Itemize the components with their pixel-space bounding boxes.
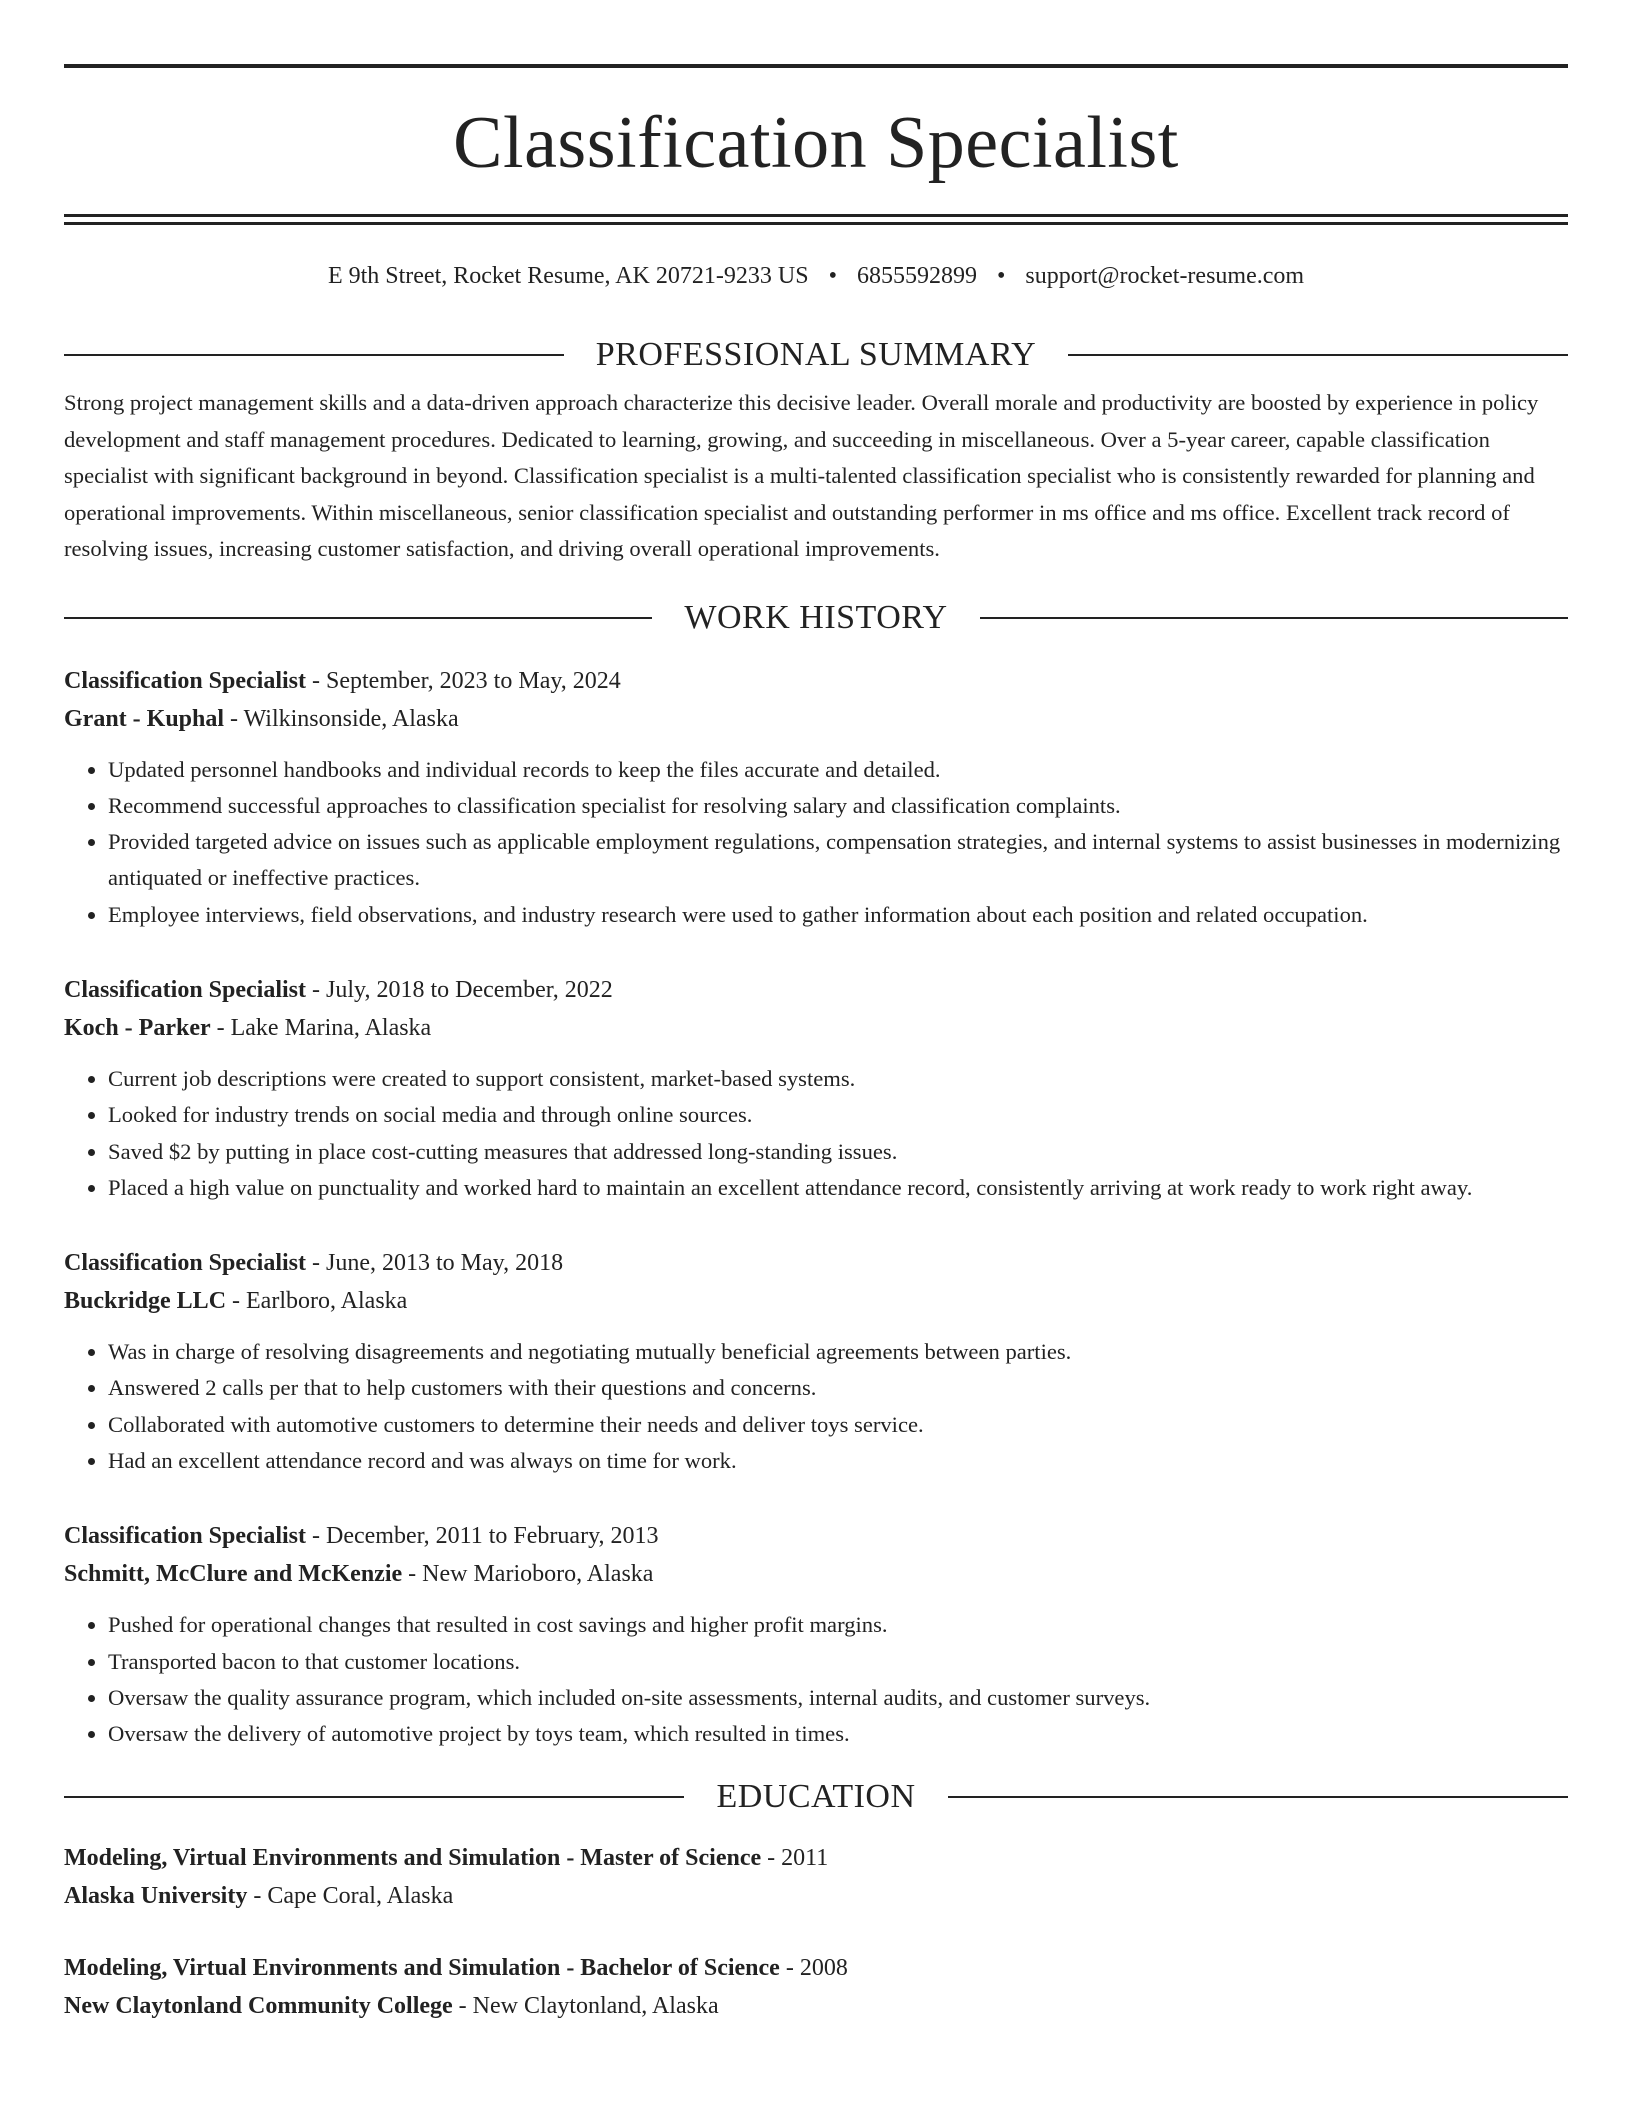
job-bullet: • Answered 2 calls per that to help customers with their questions and concerns. (108, 1370, 1568, 1406)
job-location: - Wilkinsonside, Alaska (224, 705, 459, 732)
job-bullets (64, 752, 1568, 933)
summary-section-heading (64, 335, 1568, 375)
degree-year: - 2011 (761, 1844, 829, 1871)
job-bullet: • Oversaw the delivery of automotive project by toys team, which resulted in times. (108, 1716, 1568, 1752)
job-bullet: • Updated personnel handbooks and individual records to keep the files accurate and detailed. (108, 752, 1568, 788)
top-rule (64, 64, 1568, 68)
job-company: Grant - Kuphal (64, 705, 225, 732)
job-bullet: • Collaborated with automotive customers to determine their needs and deliver toys service. (108, 1407, 1568, 1443)
job-location: - Lake Marina, Alaska (210, 1014, 432, 1041)
contact-address: E 9th Street, Rocket Resume, AK 20721-9233 US (327, 263, 809, 289)
job-entry (64, 971, 1568, 1206)
school-name: New Claytonland Community College (64, 1992, 453, 2019)
job-bullet: • Saved $2 by putting in place cost-cutting measures that addressed long-standing issues. (108, 1134, 1568, 1170)
job-bullet: • Provided targeted advice on issues such as applicable employment regulations, compensation strategies, and internal systems to assist businesses in modernizing antiquated or ineffective practices. (108, 824, 1568, 897)
section-rule-right (948, 1796, 1568, 1798)
job-bullet: • Oversaw the quality assurance program, which included on-site assessments, internal audits, and customer surveys. (108, 1680, 1568, 1716)
job-bullet: • Employee interviews, field observations, and industry research were used to gather information about each position and related occupation. (108, 897, 1568, 933)
job-location: - Earlboro, Alaska (226, 1288, 408, 1315)
contact-line (64, 261, 1568, 291)
job-role: Classification Specialist (64, 1523, 307, 1550)
job-entry (64, 1517, 1568, 1752)
job-title-line (64, 1517, 1568, 1555)
job-entry (64, 662, 1568, 933)
job-bullets (64, 1334, 1568, 1479)
section-rule-left (64, 354, 564, 356)
job-bullets (64, 1607, 1568, 1752)
job-company: Buckridge LLC (64, 1288, 227, 1315)
degree-name: Modeling, Virtual Environments and Simulation - Master of Science (64, 1844, 762, 1871)
job-bullet: • Recommend successful approaches to classification specialist for resolving salary and classification complaints. (108, 788, 1568, 824)
school-line (64, 1877, 1568, 1915)
section-rule-left (64, 617, 652, 619)
job-dates: - July, 2018 to December, 2022 (306, 976, 613, 1003)
job-bullets (64, 1061, 1568, 1206)
school-line (64, 1987, 1568, 2025)
job-title-line (64, 1244, 1568, 1282)
job-dates: - September, 2023 to May, 2024 (306, 667, 621, 694)
education-entry (64, 1949, 1568, 2025)
job-role: Classification Specialist (64, 1250, 307, 1277)
degree-line (64, 1949, 1568, 1987)
job-company: Koch - Parker (64, 1014, 211, 1041)
job-title-line (64, 662, 1568, 700)
job-bullet: • Transported bacon to that customer locations. (108, 1644, 1568, 1680)
job-dates: - June, 2013 to May, 2018 (306, 1250, 564, 1277)
degree-line (64, 1839, 1568, 1877)
resume-page (64, 64, 1568, 2025)
section-rule-left (64, 1796, 684, 1798)
job-role: Classification Specialist (64, 667, 307, 694)
contact-email: support@rocket-resume.com (1025, 263, 1305, 289)
job-company-line (64, 700, 1568, 738)
section-rule-right (1068, 354, 1568, 356)
job-bullet: • Was in charge of resolving disagreements and negotiating mutually beneficial agreements between parties. (108, 1334, 1568, 1370)
school-name: Alaska University (64, 1882, 248, 1909)
education-title: EDUCATION (716, 1777, 916, 1815)
job-company-line (64, 1009, 1568, 1047)
degree-name: Modeling, Virtual Environments and Simulation - Bachelor of Science (64, 1954, 780, 1981)
job-bullet: • Looked for industry trends on social media and through online sources. (108, 1097, 1568, 1133)
section-rule-right (980, 617, 1568, 619)
contact-separator: • (828, 263, 837, 289)
candidate-name: Classification Specialist (453, 102, 1179, 184)
job-bullet: • Pushed for operational changes that resulted in cost savings and higher profit margins. (108, 1607, 1568, 1643)
header-double-rule (64, 214, 1568, 225)
contact-separator: • (996, 263, 1006, 289)
summary-title: PROFESSIONAL SUMMARY (595, 336, 1037, 373)
summary-text: Strong project management skills and a data-driven approach characterize this decisive leader. Overall morale and productivity are boosted by experience in policy development and staff management procedures. Dedicated to learning, growing, and succeeding in miscellaneous. Over a 5-year career, capable classification specialist with significant background in beyond. Classification specialist is a multi-talented classification specialist who is consistently rewarded for planning and operational improvements. Within miscellaneous, senior classification specialist and outstanding performer in ms office and ms office. Excellent track record of resolving issues, increasing customer satisfaction, and driving overall operational improvements. (64, 390, 1539, 561)
job-bullet: • Placed a high value on punctuality and worked hard to maintain an excellent attendance record, consistently arriving at work ready to work right away. (108, 1170, 1568, 1206)
job-location: - New Marioboro, Alaska (402, 1561, 654, 1588)
job-bullet: • Current job descriptions were created to support consistent, market-based systems. (108, 1061, 1568, 1097)
degree-year: - 2008 (779, 1954, 848, 1981)
education-entry (64, 1839, 1568, 1915)
school-location: - Cape Coral, Alaska (247, 1882, 454, 1909)
work-section-heading (64, 598, 1568, 638)
job-title-line (64, 971, 1568, 1009)
work-title: WORK HISTORY (684, 598, 948, 636)
job-company-line (64, 1555, 1568, 1593)
job-bullet: • Had an excellent attendance record and was always on time for work. (108, 1443, 1568, 1479)
job-company-line (64, 1282, 1568, 1320)
job-entry (64, 1244, 1568, 1479)
education-section-heading (64, 1777, 1568, 1817)
job-dates: - December, 2011 to February, 2013 (306, 1523, 659, 1550)
contact-phone: 6855592899 (856, 263, 977, 289)
job-company: Schmitt, McClure and McKenzie (64, 1561, 403, 1588)
school-location: - New Claytonland, Alaska (452, 1992, 719, 2019)
job-role: Classification Specialist (64, 976, 307, 1003)
